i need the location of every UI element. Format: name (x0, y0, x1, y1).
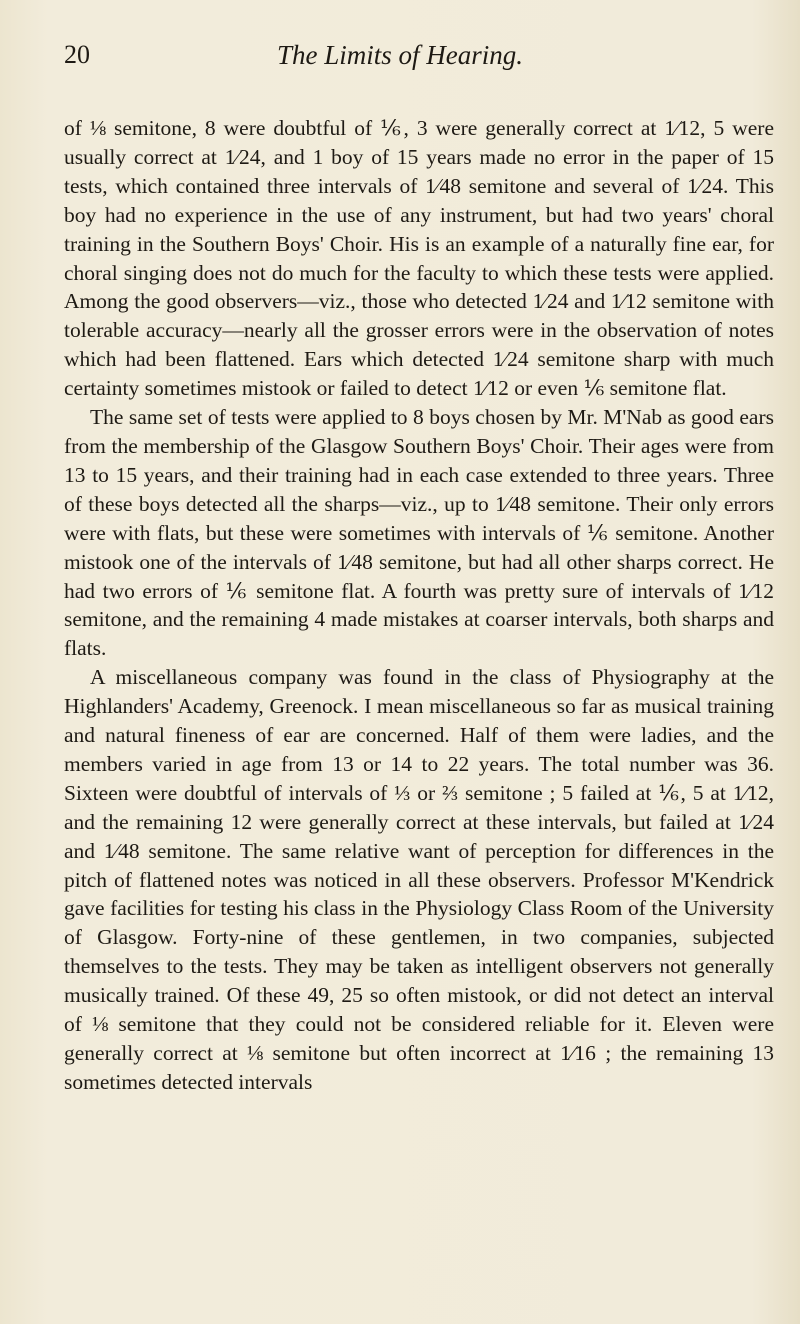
page-header (0, 40, 800, 80)
page-number: 20 (64, 40, 90, 69)
paragraph-boys-choir: The same set of tests were applied to 8 boys chosen by Mr. M'Nab as good ears from the membership of the Glasgow Southern Boys' Choir. Their ages were from 13 to 15 years, and their training had in each case extended to three years. Three of these boys detected all the sharps—viz., up to 1⁄48 semitone. Their only errors were with flats, but these were sometimes with intervals of ⅙ semitone. Another mistook one of the intervals of 1⁄48 semitone, but had all other sharps correct. He had two errors of ⅙ semitone flat. A fourth was pretty sure of intervals of 1⁄12 semitone, and the remaining 4 made mistakes at coarser intervals, both sharps and flats. (64, 405, 774, 661)
paragraph-continuation: of ⅛ semitone, 8 were doubtful of ⅙, 3 were generally correct at 1⁄12, 5 were usually correct at 1⁄24, and 1 boy of 15 years made no error in the paper of 15 tests, which contained three intervals of 1⁄48 semitone and several of 1⁄24. This boy had no experience in the use of any instrument, but had two years' choral training in the Southern Boys' Choir. His is an example of a naturally fine ear, for choral singing does not do much for the faculty to which these tests were applied. Among the good observers—viz., those who detected 1⁄24 and 1⁄12 semitone with tolerable accuracy—nearly all the grosser errors were in the observation of notes which had been flattened. Ears which detected 1⁄24 semitone sharp with much certainty sometimes mistook or failed to detect 1⁄12 or even ⅙ semitone flat. (64, 116, 774, 401)
body-text (64, 114, 774, 1097)
paragraph-miscellaneous-company: A miscellaneous company was found in the class of Physiography at the Highlanders' Academy, Greenock. I mean miscellaneous so far as musical training and natural fineness of ear are concerned. Half of them were ladies, and the members varied in age from 13 or 14 to 22 years. The total number was 36. Sixteen were doubtful of intervals of ⅓ or ⅔ semitone ; 5 failed at ⅙, 5 at 1⁄12, and the remaining 12 were generally correct at these intervals, but failed at 1⁄24 and 1⁄48 semitone. The same relative want of perception for differences in the pitch of flattened notes was noticed in all these observers. Professor M'Kendrick gave facilities for testing his class in the Physiology Class Room of the University of Glasgow. Forty-nine of these gentlemen, in two companies, subjected themselves to the tests. They may be taken as intelligent observers not generally musically trained. Of these 49, 25 so often mistook, or did not detect an interval of ⅛ semitone that they could not be considered reliable for it. Eleven were generally correct at ⅛ semitone but often incorrect at 1⁄16 ; the remaining 13 sometimes detected intervals (64, 665, 774, 1094)
running-title: The Limits of Hearing. (276, 40, 524, 70)
